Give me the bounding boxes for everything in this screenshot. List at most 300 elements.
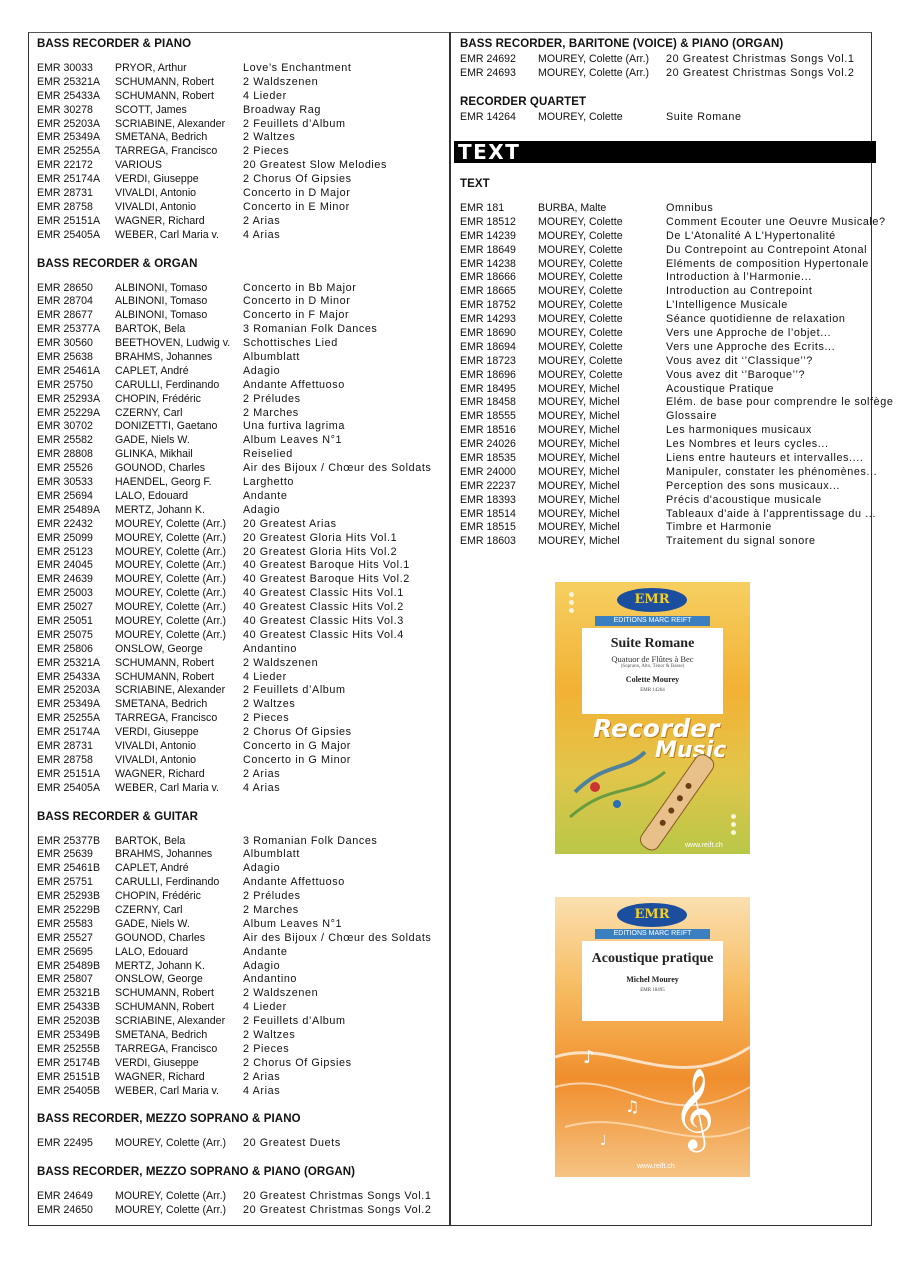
catalog-row — [37, 1015, 442, 1029]
composer: CZERNY, Carl — [115, 903, 183, 916]
work-title: Una furtiva lagrima — [243, 420, 346, 433]
composer: BRAHMS, Johannes — [115, 351, 213, 364]
section-title: BASS RECORDER, BARITONE (VOICE) & PIANO (ORGAN) — [460, 38, 784, 50]
composer: GLINKA, Mikhail — [115, 448, 193, 461]
catalog-number: EMR 25349B — [37, 1029, 101, 1041]
catalog-section — [37, 1165, 442, 1218]
publisher-label: EDITIONS MARC REIFT — [595, 616, 710, 626]
catalog-number: EMR 25695 — [37, 945, 93, 958]
work-title: 2 Chorus Of Gipsies — [243, 173, 352, 186]
catalog-row — [37, 448, 442, 462]
composer: MOUREY, Colette (Arr.) — [115, 614, 227, 627]
catalog-number: EMR 25203A — [37, 117, 101, 130]
work-title: Air des Bijoux / Chœur des Soldats — [243, 931, 432, 944]
work-title: Tableaux d'aide à l'apprentissage du ... — [666, 507, 876, 520]
catalog-row — [37, 504, 442, 518]
composer: CARULLI, Ferdinando — [115, 378, 220, 391]
composer: MOUREY, Colette (Arr.) — [115, 1137, 227, 1150]
catalog-number: EMR 28731 — [37, 187, 93, 200]
catalog-number: EMR 30033 — [37, 62, 93, 74]
composer: ONSLOW, George — [115, 642, 203, 655]
composer: MOUREY, Colette — [538, 271, 623, 284]
work-title: Concerto in G Minor — [243, 753, 352, 766]
composer: GADE, Niels W. — [115, 917, 190, 930]
catalog-number: EMR 25461B — [37, 862, 101, 875]
catalog-row — [460, 494, 870, 508]
composer: GOUNOD, Charles — [115, 462, 206, 475]
composer: CHOPIN, Frédéric — [115, 392, 201, 405]
catalog-number: EMR 18649 — [460, 243, 516, 256]
work-title: Du Contrepoint au Contrepoint Atonal — [666, 243, 868, 256]
catalog-row — [37, 215, 442, 229]
catalog-row — [37, 546, 442, 560]
composer: MERTZ, Johann K. — [115, 959, 205, 972]
work-title: 20 Greatest Slow Melodies — [243, 159, 388, 172]
composer: LALO, Edouard — [115, 945, 189, 958]
composer: MOUREY, Colette (Arr.) — [115, 628, 227, 641]
work-title: 20 Greatest Gloria Hits Vol.1 — [243, 531, 398, 544]
catalog-row — [37, 876, 442, 890]
work-title: Concerto in D Minor — [243, 295, 351, 308]
composer: MOUREY, Colette — [538, 243, 623, 256]
catalog-row — [37, 946, 442, 960]
work-title: Omnibus — [666, 202, 714, 214]
composer: GADE, Niels W. — [115, 434, 190, 447]
catalog-number: EMR 18665 — [460, 285, 516, 298]
catalog-number: EMR 25405A — [37, 228, 101, 241]
catalog-number: EMR 24692 — [460, 53, 516, 65]
catalog-row — [37, 615, 442, 629]
catalog-number: EMR 18694 — [460, 340, 516, 353]
composer: CAPLET, André — [115, 364, 189, 377]
composer: ALBINONI, Tomaso — [115, 295, 208, 308]
composer: MOUREY, Michel — [538, 493, 620, 506]
catalog-number: EMR 14293 — [460, 313, 516, 326]
catalog-number: EMR 25750 — [37, 378, 93, 391]
composer: MOUREY, Colette — [538, 368, 623, 381]
catalog-row — [37, 159, 442, 173]
composer: MERTZ, Johann K. — [115, 503, 205, 516]
composer: CZERNY, Carl — [115, 406, 183, 419]
work-title: 2 Préludes — [243, 890, 301, 903]
work-title: Vers une Approche des Ecrits... — [666, 340, 836, 353]
right-bottom-sections — [460, 177, 894, 549]
work-title: 2 Waldszenen — [243, 656, 319, 669]
catalog-number: EMR 25405B — [37, 1084, 101, 1097]
composer: SCRIABINE, Alexander — [115, 684, 226, 697]
catalog-number: EMR 28677 — [37, 309, 93, 322]
cover-word-music: Music — [655, 738, 727, 763]
section-title: BASS RECORDER, MEZZO SOPRANO & PIANO — [37, 1113, 301, 1126]
catalog-row — [37, 629, 442, 643]
composer: WEBER, Carl Maria v. — [115, 1084, 219, 1097]
catalog-row — [37, 295, 442, 309]
composer: MOUREY, Michel — [538, 452, 620, 465]
composer: MOUREY, Michel — [538, 521, 620, 534]
composer: MOUREY, Colette — [538, 340, 623, 353]
section-title: TEXT — [460, 178, 490, 190]
catalog-number: EMR 25151A — [37, 214, 101, 227]
composer: MOUREY, Colette — [538, 215, 623, 228]
catalog-row — [37, 1001, 442, 1015]
composer: SCRIABINE, Alexander — [115, 1015, 226, 1028]
catalog-number: EMR 14264 — [460, 110, 516, 123]
cover-suite-romane — [555, 582, 750, 854]
work-title: Introduction au Contrepoint — [666, 285, 813, 298]
composer: MOUREY, Colette (Arr.) — [115, 531, 227, 544]
emr-logo: EMR — [617, 588, 687, 612]
work-title: Love’s Enchantment — [243, 62, 352, 74]
catalog-number: EMR 25751 — [37, 876, 93, 889]
catalog-row — [460, 465, 878, 480]
composer: VERDI, Giuseppe — [115, 726, 199, 739]
work-title: 40 Greatest Baroque Hits Vol.2 — [243, 573, 410, 586]
work-title: 20 Greatest Christmas Songs Vol.2 — [243, 1204, 432, 1217]
work-title: L’Intelligence Musicale — [666, 299, 788, 312]
composer: WEBER, Carl Maria v. — [115, 781, 219, 794]
catalog-number: EMR 25151B — [37, 1070, 101, 1083]
catalog-number: EMR 24000 — [460, 465, 516, 478]
catalog-number: EMR 25255A — [37, 712, 101, 725]
work-title: Andantino — [243, 973, 298, 986]
composer: VERDI, Giuseppe — [115, 173, 199, 186]
catalog-number: EMR 18514 — [460, 507, 516, 520]
catalog-number: EMR 24649 — [37, 1190, 93, 1203]
work-title: Adagio — [243, 862, 281, 875]
treble-clef-icon: 𝄞 — [673, 1067, 715, 1149]
catalog-row — [37, 1085, 442, 1099]
catalog-number: EMR 18495 — [460, 382, 516, 395]
composer: HAENDEL, Georg F. — [115, 476, 212, 489]
work-title: Andante — [243, 489, 288, 502]
composer: MOUREY, Colette — [538, 285, 623, 298]
catalog-row — [37, 309, 442, 323]
work-title: Acoustique Pratique — [666, 382, 775, 395]
composer: MOUREY, Michel — [538, 465, 620, 478]
catalog-number: EMR 25806 — [37, 642, 93, 655]
catalog-row — [37, 351, 442, 365]
work-title: 2 Feuillets d’Album — [243, 684, 346, 697]
catalog-number: EMR 25461A — [37, 364, 101, 377]
composer: ALBINONI, Tomaso — [115, 281, 208, 294]
catalog-number: EMR 25203A — [37, 684, 101, 697]
catalog-row — [460, 215, 886, 230]
composer: SMETANA, Bedrich — [115, 1029, 208, 1041]
catalog-row — [460, 341, 870, 355]
catalog-row — [460, 271, 870, 285]
catalog-row — [37, 643, 442, 657]
catalog-number: EMR 22495 — [37, 1137, 93, 1150]
catalog-number: EMR 25099 — [37, 531, 93, 544]
catalog-row — [460, 369, 870, 383]
catalog-row — [460, 258, 870, 272]
composer: MOUREY, Michel — [538, 396, 620, 409]
composer: SCHUMANN, Robert — [115, 987, 214, 1000]
work-title: Andante Affettuoso — [243, 876, 345, 889]
catalog-section — [37, 257, 442, 796]
catalog-row — [460, 244, 870, 258]
catalog-number: EMR 25433A — [37, 670, 101, 683]
work-title: 40 Greatest Classic Hits Vol.1 — [243, 587, 404, 600]
composer: MOUREY, Colette — [538, 313, 623, 326]
composer: MOUREY, Colette — [538, 327, 623, 340]
catalog-row — [460, 521, 870, 535]
catalog-row — [37, 201, 442, 215]
composer: SCHUMANN, Robert — [115, 1001, 214, 1014]
cover-number: EMR 14264 — [640, 688, 665, 693]
work-title: 2 Pieces — [243, 145, 290, 158]
work-title: Liens entre hauteurs et intervalles.... — [666, 452, 864, 465]
work-title: Précis d'acoustique musicale — [666, 493, 822, 506]
catalog-number: EMR 25349A — [37, 698, 101, 711]
composer: PRYOR, Arthur — [115, 62, 187, 74]
composer: BURBA, Malte — [538, 202, 607, 214]
recorder-illustration — [555, 582, 750, 854]
work-title: 4 Lieder — [243, 670, 287, 683]
catalog-row — [37, 918, 442, 932]
catalog-row — [460, 299, 870, 313]
composer: MOUREY, Colette (Arr.) — [115, 559, 227, 572]
catalog-row — [460, 383, 870, 397]
work-title: Glossaire — [666, 410, 718, 423]
cover-number: EMR 18495 — [640, 988, 665, 993]
catalog-number: EMR 25229A — [37, 406, 101, 419]
work-title: 4 Lieder — [243, 1001, 287, 1014]
catalog-row — [460, 111, 870, 125]
catalog-number: EMR 25174A — [37, 173, 101, 186]
work-title: 2 Waldszenen — [243, 75, 319, 88]
catalog-row — [37, 518, 442, 532]
catalog-row — [37, 379, 442, 393]
work-title: 40 Greatest Classic Hits Vol.4 — [243, 628, 404, 641]
catalog-row — [460, 53, 870, 67]
work-title: Suite Romane — [666, 110, 742, 123]
work-title: Schottisches Lied — [243, 337, 338, 350]
composer: WEBER, Carl Maria v. — [115, 228, 219, 241]
catalog-row — [460, 396, 894, 410]
catalog-number: EMR 25377A — [37, 323, 101, 336]
catalog-number: EMR 30278 — [37, 103, 93, 116]
composer: WAGNER, Richard — [115, 214, 205, 227]
catalog-row — [37, 145, 442, 159]
work-title: Albumblatt — [243, 848, 301, 861]
catalog-number: EMR 25582 — [37, 434, 93, 447]
catalog-row — [460, 535, 870, 549]
catalog-row — [37, 559, 442, 573]
section-title: BASS RECORDER & ORGAN — [37, 257, 198, 270]
catalog-number: EMR 25229B — [37, 903, 101, 916]
catalog-number: EMR 25489B — [37, 959, 101, 972]
catalog-number: EMR 18690 — [460, 327, 516, 340]
work-title: 20 Greatest Christmas Songs Vol.1 — [666, 53, 855, 65]
work-title: Concerto in Bb Major — [243, 281, 357, 294]
catalog-row — [37, 904, 442, 918]
composer: MOUREY, Michel — [538, 535, 620, 548]
work-title: 2 Waldszenen — [243, 987, 319, 1000]
work-title: 20 Greatest Christmas Songs Vol.2 — [666, 66, 855, 79]
catalog-row — [37, 740, 442, 754]
catalog-row — [37, 835, 442, 849]
music-note-icon: ♪ — [583, 1047, 595, 1068]
catalog-row — [37, 1029, 442, 1043]
catalog-row — [37, 104, 442, 118]
catalog-number: EMR 25807 — [37, 973, 93, 986]
composer: WAGNER, Richard — [115, 1070, 205, 1083]
work-title: Albumblatt — [243, 351, 301, 364]
catalog-row — [37, 393, 442, 407]
cover-author: Michel Mourey — [626, 975, 679, 984]
catalog-row — [37, 118, 442, 132]
composer: WAGNER, Richard — [115, 767, 205, 780]
composer: MOUREY, Colette (Arr.) — [538, 53, 650, 65]
dots-decoration-bottom — [731, 814, 736, 835]
catalog-number: EMR 22172 — [37, 159, 93, 172]
work-title: Concerto in G Major — [243, 739, 352, 752]
work-title: 4 Lieder — [243, 89, 287, 102]
catalog-row — [37, 476, 442, 490]
work-title: 4 Arias — [243, 228, 281, 241]
catalog-number: EMR 22237 — [460, 479, 516, 492]
work-title: 2 Marches — [243, 406, 299, 419]
catalog-number: EMR 18752 — [460, 299, 516, 312]
catalog-number: EMR 25255A — [37, 145, 101, 158]
work-title: 2 Pieces — [243, 1042, 290, 1055]
catalog-number: EMR 25321A — [37, 75, 101, 88]
catalog-number: EMR 28650 — [37, 281, 93, 294]
work-title: 2 Pieces — [243, 712, 290, 725]
composer: MOUREY, Colette — [538, 229, 623, 242]
work-title: Elém. de base pour comprendre le solfège — [666, 396, 894, 409]
catalog-number: EMR 18393 — [460, 493, 516, 506]
catalog-row — [37, 1204, 442, 1218]
catalog-section — [460, 95, 870, 125]
work-title: Timbre et Harmonie — [666, 521, 772, 534]
work-title: 2 Feuillets d’Album — [243, 1015, 346, 1028]
catalog-row — [460, 67, 870, 81]
composer: SCHUMANN, Robert — [115, 89, 214, 102]
catalog-row — [37, 573, 442, 587]
work-title: Eléments de composition Hypertonale — [666, 257, 869, 270]
composer: MOUREY, Michel — [538, 424, 620, 437]
work-title: Perception des sons musicaux... — [666, 479, 841, 492]
composer: ALBINONI, Tomaso — [115, 309, 208, 322]
work-title: 2 Chorus Of Gipsies — [243, 1056, 352, 1069]
catalog-number: EMR 25405A — [37, 781, 101, 794]
work-title: Traitement du signal sonore — [666, 535, 816, 548]
catalog-row — [37, 587, 442, 601]
work-title: Les harmoniques musicaux — [666, 424, 812, 437]
composer: SCHUMANN, Robert — [115, 75, 214, 88]
catalog-section — [460, 37, 870, 81]
composer: BARTOK, Bela — [115, 323, 186, 336]
work-title: De L'Atonalité A L'Hypertonalité — [666, 229, 836, 242]
work-title: 40 Greatest Classic Hits Vol.3 — [243, 614, 404, 627]
catalog-section — [37, 810, 442, 1099]
work-title: 2 Chorus Of Gipsies — [243, 726, 352, 739]
work-title: Andantino — [243, 642, 298, 655]
composer: SCRIABINE, Alexander — [115, 117, 226, 130]
catalog-number: EMR 181 — [460, 202, 505, 214]
cover-url: www.reift.ch — [637, 1163, 675, 1170]
catalog-row — [37, 229, 442, 243]
catalog-number: EMR 24639 — [37, 573, 93, 586]
catalog-number: EMR 25174B — [37, 1056, 101, 1069]
composer: BRAHMS, Johannes — [115, 848, 213, 861]
composer: CHOPIN, Frédéric — [115, 890, 201, 903]
music-note-icon: ♫ — [625, 1097, 640, 1116]
catalog-row — [37, 726, 442, 740]
catalog-row — [37, 187, 442, 201]
catalog-number: EMR 25255B — [37, 1042, 101, 1055]
work-title: Andante — [243, 945, 288, 958]
work-title: Introduction à l’Harmonie... — [666, 271, 812, 284]
catalog-number: EMR 25639 — [37, 848, 93, 861]
composer: BEETHOVEN, Ludwig v. — [115, 337, 231, 350]
work-title: Broadway Rag — [243, 103, 322, 116]
composer: VERDI, Giuseppe — [115, 1056, 199, 1069]
catalog-row — [37, 768, 442, 782]
composer: SCHUMANN, Robert — [115, 656, 214, 669]
catalog-number: EMR 25583 — [37, 917, 93, 930]
catalog-row — [37, 684, 442, 698]
composer: MOUREY, Colette (Arr.) — [115, 545, 227, 558]
composer: MOUREY, Michel — [538, 410, 620, 423]
catalog-number: EMR 25489A — [37, 503, 101, 516]
catalog-number: EMR 25638 — [37, 351, 93, 364]
composer: VIVALDI, Antonio — [115, 200, 197, 213]
catalog-number: EMR 25003 — [37, 587, 93, 600]
work-title: Concerto in F Major — [243, 309, 350, 322]
catalog-row — [37, 1057, 442, 1071]
catalog-row — [460, 438, 870, 452]
catalog-row — [37, 754, 442, 768]
work-title: 2 Waltzes — [243, 131, 296, 144]
catalog-row — [460, 452, 870, 466]
catalog-row — [460, 313, 870, 327]
work-title: 3 Romanian Folk Dances — [243, 834, 378, 847]
catalog-row — [37, 657, 442, 671]
catalog-number: EMR 18458 — [460, 396, 516, 409]
catalog-row — [460, 327, 870, 341]
catalog-row — [37, 890, 442, 904]
section-title: RECORDER QUARTET — [460, 95, 587, 108]
composer: VIVALDI, Antonio — [115, 739, 197, 752]
catalog-row — [37, 490, 442, 504]
section-title: BASS RECORDER & GUITAR — [37, 810, 199, 823]
catalog-row — [37, 407, 442, 421]
right-top-sections — [460, 37, 870, 125]
catalog-number: EMR 25293A — [37, 392, 101, 405]
column-divider — [449, 32, 451, 1226]
left-column — [37, 37, 442, 1218]
work-title: Album Leaves N°1 — [243, 434, 343, 447]
composer: DONIZETTI, Gaetano — [115, 420, 218, 433]
work-title: 2 Préludes — [243, 392, 301, 405]
catalog-number: EMR 25349A — [37, 131, 101, 144]
cover-title: Acoustique pratique — [591, 951, 714, 966]
catalog-row — [37, 698, 442, 712]
catalog-number: EMR 24045 — [37, 559, 93, 572]
catalog-number: EMR 18603 — [460, 535, 516, 548]
work-title: 2 Arias — [243, 767, 281, 780]
work-title: 2 Feuillets d’Album — [243, 117, 346, 130]
catalog-number: EMR 18696 — [460, 368, 516, 381]
cover-author: Colette Mourey — [625, 675, 680, 684]
catalog-number: EMR 25203B — [37, 1015, 101, 1028]
catalog-number: EMR 25051 — [37, 614, 93, 627]
music-note-icon: ♩ — [600, 1133, 607, 1149]
composer: VARIOUS — [115, 159, 162, 172]
